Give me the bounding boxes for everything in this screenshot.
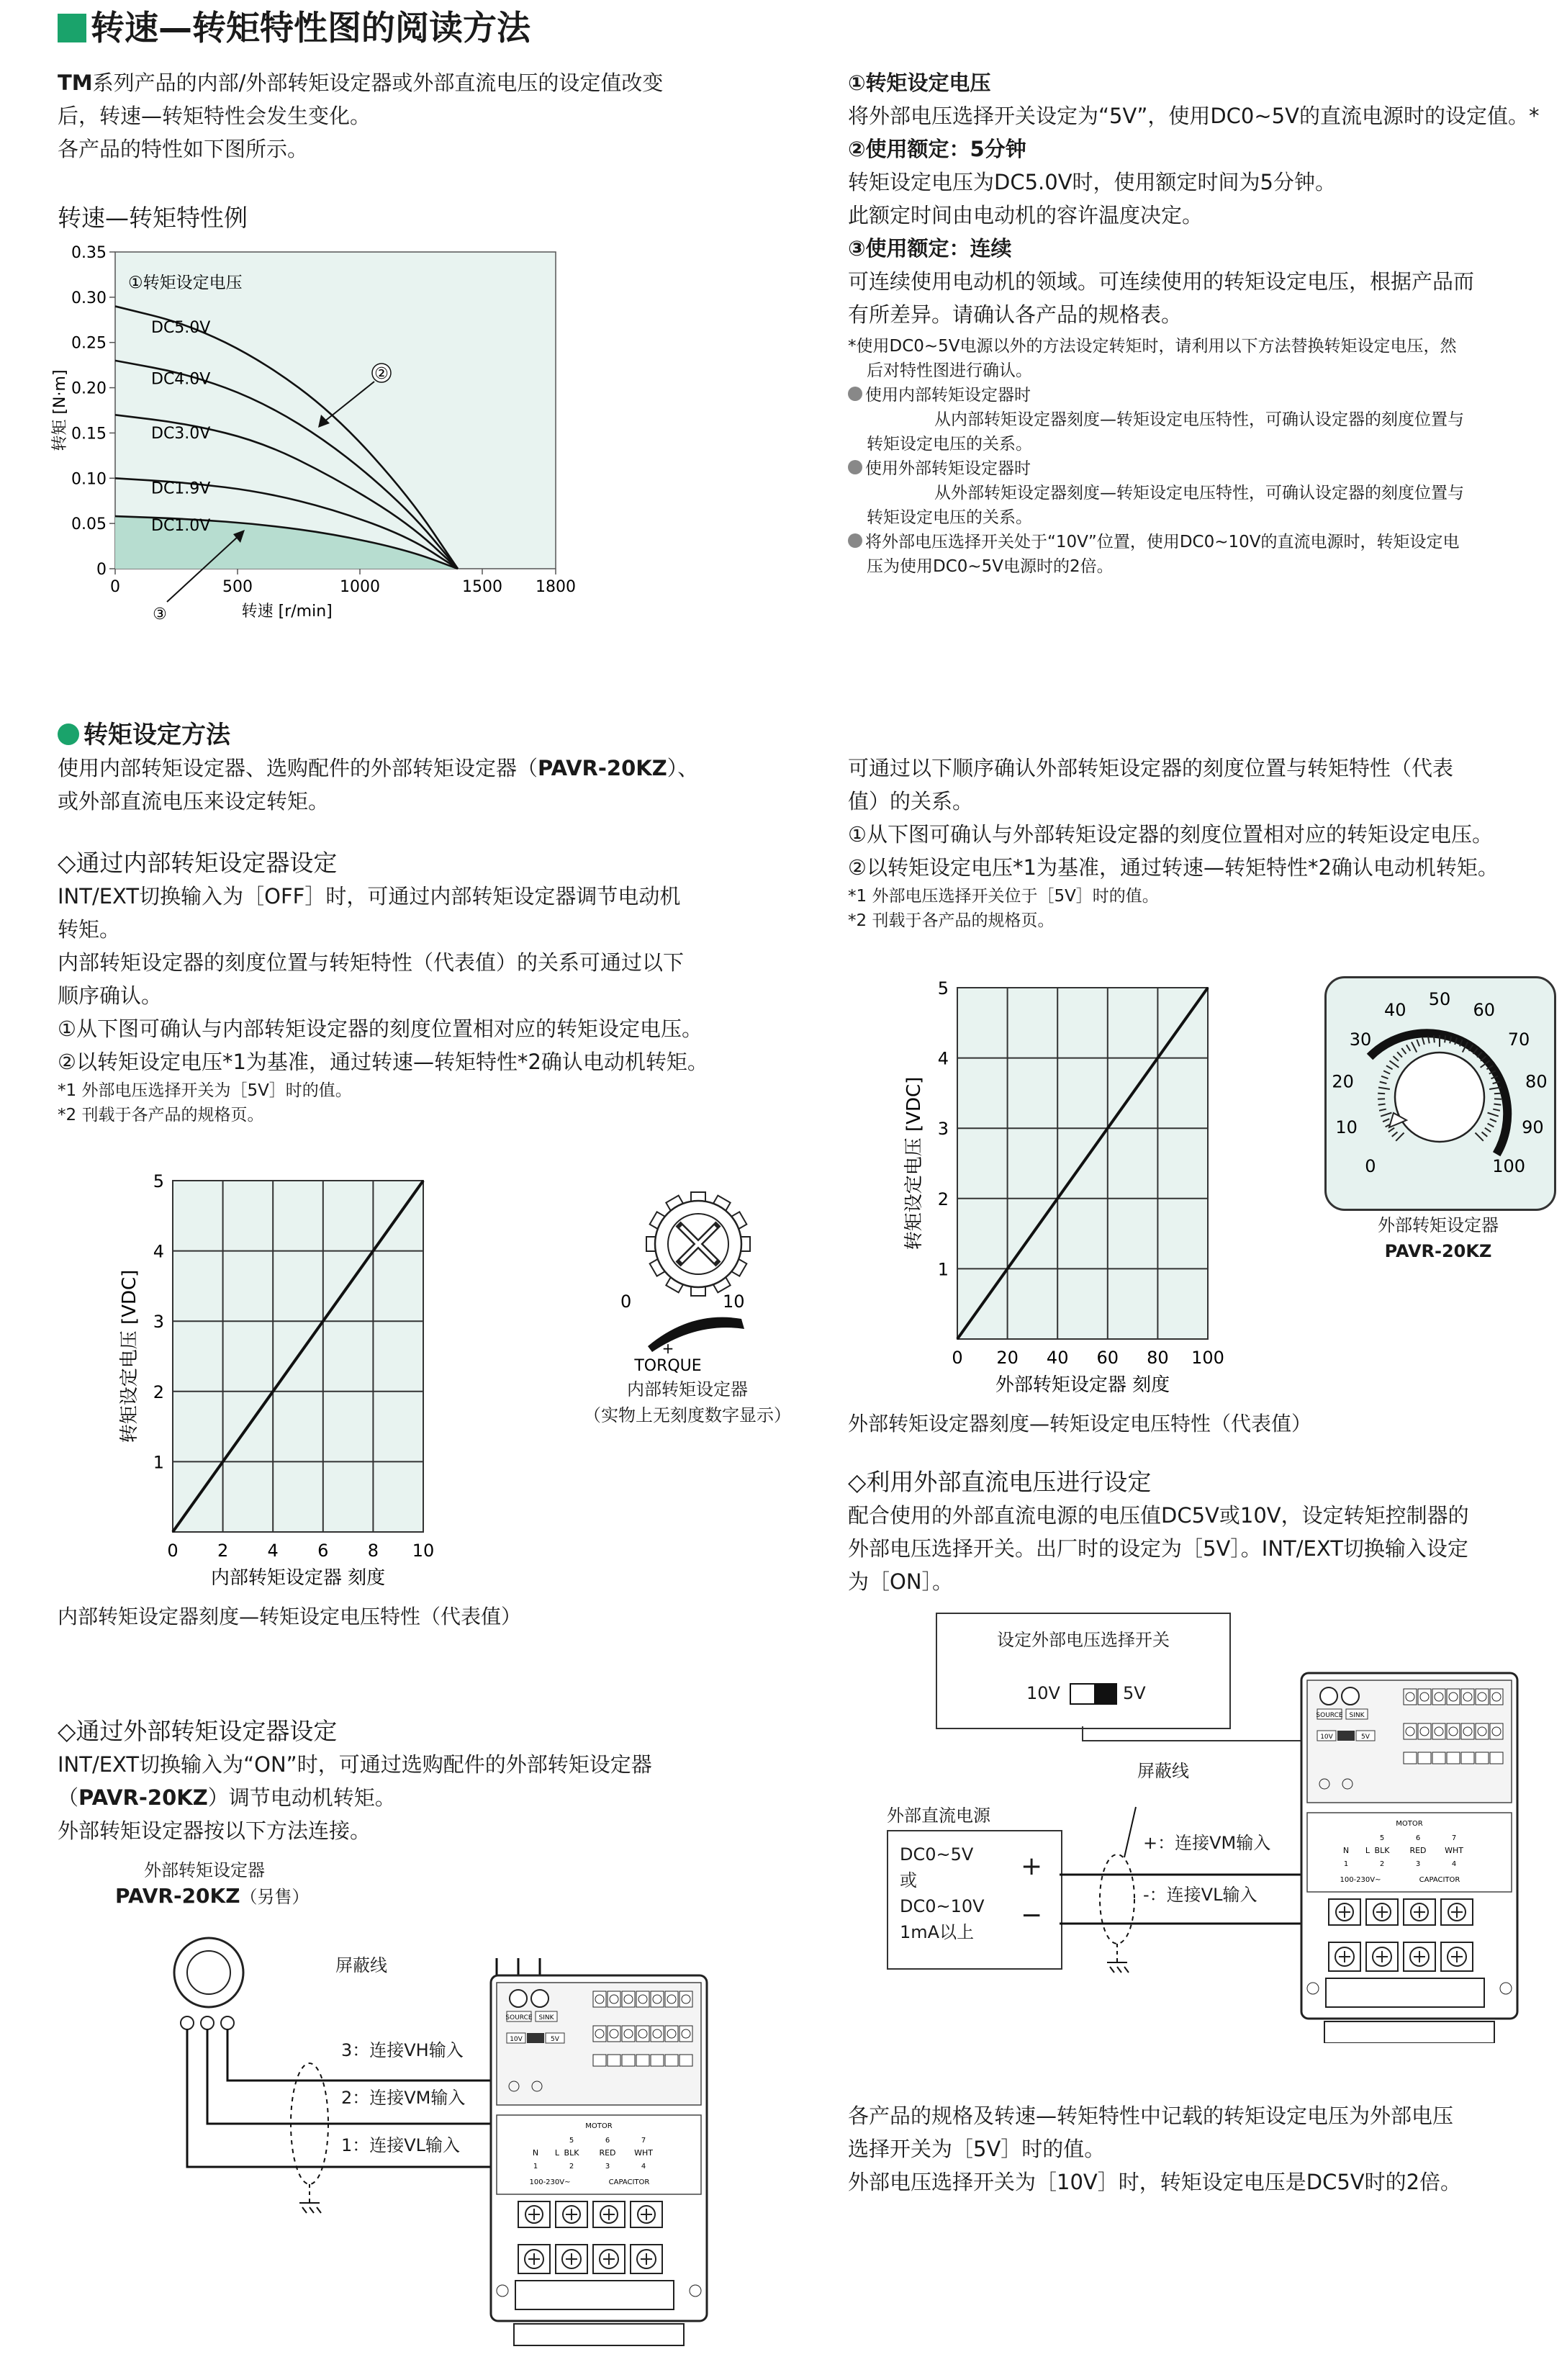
switch-5v-label: 5V <box>1123 1683 1146 1703</box>
bottom-notes <box>848 2099 1461 2199</box>
external-pot-text: （ <box>58 1785 79 1810</box>
note-line <box>848 481 1561 505</box>
psu-line: 或 <box>900 1870 917 1890</box>
note-line <box>848 505 1561 530</box>
x-axis-label: 内部转矩设定器 刻度 <box>210 1567 386 1589</box>
x-tick-label: 60 <box>1096 1348 1119 1368</box>
dial-tick <box>1494 1104 1501 1105</box>
dial-caption-line: 外部转矩设定器 <box>1378 1215 1499 1235</box>
terminal-label-box <box>608 2055 620 2066</box>
right-top-line: 此额定时间由电动机的容许温度决定。 <box>848 203 1204 227</box>
dial-tick <box>1386 1065 1393 1069</box>
note-text: 将外部电压选择开关处于“10V”位置，使用DC0~10V的直流电源时，转矩设定电 <box>865 533 1460 551</box>
dial-tick <box>1379 1109 1386 1111</box>
terminal-cover <box>515 2281 674 2309</box>
wire-color-label: WHT <box>634 2148 653 2158</box>
wire-color-label: RED <box>1409 1846 1427 1855</box>
curve-label: DC4.0V <box>151 370 211 389</box>
bullet-dot-icon <box>848 533 862 548</box>
dial-label: 0 <box>1365 1156 1376 1177</box>
right-top-line: 有所差异。请确认各产品的规格表。 <box>848 302 1183 327</box>
plus-label: + <box>661 1340 674 1357</box>
capacitor-label: CAPACITOR <box>1419 1876 1460 1884</box>
note-line <box>848 334 1561 359</box>
note-text: 转矩设定电压的关系。 <box>867 435 1032 454</box>
y-tick-label: 3 <box>153 1312 164 1333</box>
note-line <box>848 383 1561 407</box>
x-axis-label: 转速 [r/min] <box>241 603 333 621</box>
shield-label: 屏蔽线 <box>1137 1761 1189 1781</box>
note-line <box>848 554 1561 579</box>
green-square-icon <box>58 14 86 42</box>
x-tick-label: 1800 <box>536 578 576 596</box>
x-tick-label: 6 <box>317 1541 329 1561</box>
x-tick-label: 2 <box>217 1541 229 1561</box>
right-top-line: 将外部电压选择开关设定为“5V”，使用DC0~5V的直流电源时的设定值。* <box>848 104 1540 128</box>
terminal-label-box <box>636 2055 649 2066</box>
knob-max-label: 10 <box>723 1292 745 1312</box>
ground-icon <box>317 2207 321 2213</box>
y-tick-label: 0.05 <box>71 515 107 534</box>
curve-label: DC1.0V <box>151 517 211 536</box>
internal-section <box>58 847 708 1127</box>
dial-label: 60 <box>1473 999 1496 1020</box>
footnote: *1 外部电压选择开关位于［5V］时的值。 <box>848 887 1159 906</box>
right-top-line: ②使用额定：5分钟 <box>848 137 1026 161</box>
x-axis-label: 外部转矩设定器 刻度 <box>995 1374 1170 1396</box>
dial-tick <box>1380 1082 1387 1083</box>
pot-pin <box>221 2016 234 2029</box>
dial-label: 100 <box>1492 1156 1526 1177</box>
source-label: SOURCE <box>1316 1712 1343 1719</box>
external-dc-line: 配合使用的外部直流电源的电压值DC5V或10V，设定转矩控制器的 <box>848 1503 1469 1528</box>
external-scale-chart <box>900 973 1245 1405</box>
vh-connection-label: 3：连接VH输入 <box>338 2037 466 2063</box>
model-name: PAVR-20KZ <box>538 756 667 780</box>
x-tick-label: 8 <box>367 1541 379 1561</box>
terminal-number: 6 <box>605 2137 610 2145</box>
source-label: SOURCE <box>505 2014 533 2021</box>
x-tick-label: 0 <box>110 578 120 596</box>
note-text: 压为使用DC0~5V电源时的2倍。 <box>867 557 1114 576</box>
ground-icon <box>310 2207 314 2213</box>
bullet-dot-icon <box>848 460 862 474</box>
terminal-cover <box>1326 1978 1484 2007</box>
dial-label: 70 <box>1507 1029 1530 1050</box>
bottom-line: 外部电压选择开关为［10V］时，转矩设定电压是DC5V时的2倍。 <box>848 2170 1462 2194</box>
pot-sold-separately: （另售） <box>240 1887 310 1907</box>
dial-tick <box>1475 1132 1483 1140</box>
green-dot-icon <box>58 724 79 745</box>
ground-icon <box>1117 1967 1121 1973</box>
note-text: 后对特性图进行确认。 <box>867 361 1032 380</box>
internal-heading: ◇通过内部转矩设定器设定 <box>58 849 338 877</box>
right-top-line: ①转矩设定电压 <box>848 71 991 95</box>
dial-tick <box>1388 1128 1394 1132</box>
internal-line: 内部转矩设定器的刻度位置与转矩特性（代表值）的关系可通过以下 <box>58 950 685 975</box>
terminal-label-box <box>1447 1752 1460 1764</box>
terminal-label-box <box>1461 1752 1474 1764</box>
x-tick-label: 500 <box>222 578 253 596</box>
controller-bottom-tab <box>1324 2021 1494 2043</box>
psu-title: 外部直流电源 <box>887 1806 990 1826</box>
y-tick-label: 2 <box>153 1381 164 1402</box>
capacitor-label: CAPACITOR <box>608 2178 650 2186</box>
method-section <box>58 718 698 818</box>
curve-label: DC5.0V <box>151 318 211 337</box>
method-text: 或外部直流电压来设定转矩。 <box>58 789 330 813</box>
intro-line: 系列产品的内部/外部转矩设定器或外部直流电压的设定值改变 <box>92 71 664 95</box>
dial-tick <box>1485 1128 1491 1132</box>
ac-label: 100-230V~ <box>1340 1876 1381 1884</box>
terminal-number: 3 <box>605 2163 610 2171</box>
controller-right <box>1296 1669 1533 2043</box>
external-pot-heading: ◇通过外部转矩设定器设定 <box>58 1717 338 1745</box>
dial-tick <box>1383 1070 1390 1073</box>
method-text: 使用内部转矩设定器、选购配件的外部转矩设定器（ <box>58 756 538 780</box>
dial-label: 10 <box>1335 1117 1358 1138</box>
right-top-line: ③使用额定：连续 <box>848 236 1012 261</box>
terminal-label-box <box>1476 1752 1489 1764</box>
legend-label: ①转矩设定电压 <box>128 274 243 292</box>
x-tick-label: 1000 <box>340 578 380 596</box>
note-line <box>848 456 1561 481</box>
terminal-label-box <box>593 2055 606 2066</box>
sink-label: SINK <box>538 2014 554 2021</box>
note-line <box>848 530 1561 554</box>
footnote: *1 外部电压选择开关为［5V］时的值。 <box>58 1081 352 1100</box>
dial-label: 80 <box>1525 1071 1548 1092</box>
x-tick-label: 20 <box>996 1348 1019 1368</box>
psu-line: DC0~10V <box>900 1896 985 1916</box>
dial-label: 30 <box>1349 1029 1372 1050</box>
external-dc-line: 外部电压选择开关。出厂时的设定为［5V］。INT/EXT切换输入设定 <box>848 1536 1468 1561</box>
marker-2-label: ② <box>374 365 389 383</box>
ground-icon <box>1110 1967 1114 1973</box>
terminal-label-box <box>1404 1752 1417 1764</box>
x-tick-label: 0 <box>167 1541 179 1561</box>
knob-caption-line: （实物上无刻度数字显示） <box>584 1405 791 1425</box>
brand-name: TM <box>58 71 93 95</box>
wire-color-label: BLK <box>1374 1846 1390 1855</box>
external-pot-text: ）调节电动机转矩。 <box>207 1785 396 1810</box>
5v-label: 5V <box>551 2036 559 2043</box>
internal-knob-caption <box>554 1376 821 1428</box>
y-tick-label: 2 <box>937 1189 949 1209</box>
dial-tick <box>1417 1040 1419 1046</box>
vm-connection-label: 2：连接VM输入 <box>338 2085 468 2111</box>
5v-label: 5V <box>1361 1734 1370 1741</box>
right-top-block <box>848 66 1561 579</box>
pot-knob <box>187 1951 230 1994</box>
right-top-line: 可连续使用电动机的领域。可连续使用的转矩设定电压，根据产品而 <box>848 269 1475 294</box>
dc-power-supply <box>887 1830 1062 1970</box>
controller-left <box>485 1971 723 2374</box>
power-label: L <box>1365 1846 1370 1855</box>
knob-caption-line: 内部转矩设定器 <box>627 1379 748 1399</box>
right-mid-line: 值）的关系。 <box>848 789 974 813</box>
controller-bottom-tab <box>514 2324 684 2345</box>
bottom-line: 选择开关为［5V］时的值。 <box>848 2137 1106 2161</box>
bottom-line: 各产品的规格及转速—转矩特性中记载的转矩设定电压为外部电压 <box>848 2104 1454 2128</box>
rotary-switch <box>1342 1687 1359 1705</box>
terminal-number: 1 <box>533 2163 538 2171</box>
internal-scale-chart <box>115 1166 461 1598</box>
dip-switch <box>1337 1731 1355 1741</box>
note-line <box>848 432 1561 456</box>
x-tick-label: 0 <box>952 1348 963 1368</box>
x-tick-label: 40 <box>1046 1348 1069 1368</box>
dial-tick <box>1392 1132 1398 1136</box>
external-dial <box>1329 983 1548 1199</box>
right-mid-block <box>848 752 1499 933</box>
wire-color-label: BLK <box>564 2148 579 2158</box>
dial-caption-model: PAVR-20KZ <box>1384 1241 1492 1261</box>
y-axis-label: 转矩 [N·m] <box>51 369 69 451</box>
internal-line: ①从下图可确认与内部转矩设定器的刻度位置相对应的转矩设定电压。 <box>58 1017 703 1041</box>
terminal-number: 4 <box>1451 1860 1457 1868</box>
y-tick-label: 5 <box>937 978 949 999</box>
x-tick-label: 1500 <box>462 578 502 596</box>
external-pot-section <box>58 1715 652 1847</box>
rotary-switch <box>1320 1687 1337 1705</box>
dip-switch <box>527 2033 544 2043</box>
vm-connection-label: +：连接VM输入 <box>1140 1830 1273 1856</box>
x-tick-label: 10 <box>412 1541 435 1561</box>
dial-tick <box>1434 1035 1435 1042</box>
bullet-dot-icon <box>848 387 862 401</box>
dial-knob <box>1395 1052 1484 1142</box>
psu-line: 1mA以上 <box>900 1922 975 1942</box>
wire-color-label: WHT <box>1445 1846 1463 1855</box>
ground-icon <box>302 2207 307 2213</box>
y-tick-label: 4 <box>153 1241 164 1262</box>
terminal-number: 3 <box>1415 1860 1421 1868</box>
y-axis-label: 转矩设定电压 [VDC] <box>119 1269 140 1443</box>
sink-label: SINK <box>1349 1712 1365 1719</box>
terminal-number: 1 <box>1343 1860 1349 1868</box>
y-tick-label: 1 <box>153 1452 164 1473</box>
note-text: 使用外部转矩设定器时 <box>865 459 1031 478</box>
right-mid-line: ①从下图可确认与外部转矩设定器的刻度位置相对应的转矩设定电压。 <box>848 822 1493 847</box>
terminal-number: 2 <box>1379 1860 1385 1868</box>
terminal-number: 5 <box>569 2137 574 2145</box>
dial-label: 20 <box>1332 1071 1354 1092</box>
note-text: 转矩设定电压的关系。 <box>867 508 1032 527</box>
vl-connection-label: 1：连接VL输入 <box>338 2132 463 2158</box>
psu-line: DC0~5V <box>900 1844 974 1865</box>
shield-label: 屏蔽线 <box>335 1955 387 1975</box>
10v-label: 10V <box>510 2036 523 2043</box>
y-axis-label: 转矩设定电压 [VDC] <box>903 1076 925 1250</box>
wire-color-label: RED <box>599 2148 616 2158</box>
dial-label: 50 <box>1428 989 1451 1009</box>
terminal-label-box <box>622 2055 635 2066</box>
terminal-number: 6 <box>1415 1834 1421 1842</box>
pot-pin <box>201 2016 214 2029</box>
motor-label: MOTOR <box>1396 1820 1423 1828</box>
internal-chart-caption: 内部转矩设定器刻度—转矩设定电压特性（代表值） <box>58 1605 522 1628</box>
ac-label: 100-230V~ <box>529 2178 571 2186</box>
y-tick-label: 0.35 <box>71 244 107 262</box>
external-dc-line: 为［ON］。 <box>848 1569 954 1594</box>
note-line <box>848 407 1561 432</box>
dial-tick <box>1482 1132 1488 1136</box>
dial-tick <box>1412 1042 1417 1052</box>
note-text: 从内部转矩设定器刻度—转矩设定电压特性，可确认设定器的刻度位置与 <box>934 410 1464 429</box>
terminal-label-box <box>679 2055 692 2066</box>
dial-tick <box>1493 1109 1500 1111</box>
speed-torque-chart <box>43 238 590 626</box>
power-label: N <box>1342 1846 1350 1855</box>
dial-tick <box>1488 1113 1499 1117</box>
dial-tick <box>1406 1045 1410 1050</box>
footnote: *2 刊载于各产品的规格页。 <box>848 911 1055 930</box>
10v-label: 10V <box>1320 1734 1333 1741</box>
terminal-label-box <box>1432 1752 1445 1764</box>
terminal-number: 7 <box>1451 1834 1457 1842</box>
dial-tick <box>1393 1056 1399 1061</box>
pot-title: 外部转矩设定器 <box>144 1860 265 1880</box>
dial-tick <box>1397 1052 1402 1057</box>
method-text: ）、 <box>667 756 699 780</box>
power-label: L <box>554 2148 560 2158</box>
terminal-number: 5 <box>1379 1834 1385 1842</box>
motor-label: MOTOR <box>585 2122 613 2130</box>
note-text: 使用内部转矩设定器时 <box>865 386 1031 405</box>
terminal-label-box <box>651 2055 664 2066</box>
y-tick-label: 0.10 <box>71 470 107 489</box>
intro-line: 各产品的特性如下图所示。 <box>58 137 309 161</box>
x-tick-label: 4 <box>267 1541 279 1561</box>
terminal-number: 7 <box>641 2137 646 2145</box>
x-tick-label: 100 <box>1191 1348 1224 1368</box>
y-tick-label: 0.30 <box>71 289 107 307</box>
dial-tick <box>1490 1119 1496 1122</box>
pot-model: PAVR-20KZ <box>115 1884 240 1908</box>
footnote: *2 刊载于各产品的规格页。 <box>58 1106 264 1124</box>
dial-tick <box>1378 1088 1390 1090</box>
model-name: PAVR-20KZ <box>78 1785 208 1810</box>
chart1-heading: 转速—转矩特性例 <box>58 204 248 232</box>
shield-pointer <box>1124 1807 1136 1857</box>
note-text: *使用DC0~5V电源以外的方法设定转矩时，请利用以下方法替换转矩设定电压，然 <box>848 337 1457 356</box>
y-tick-label: 4 <box>937 1048 949 1069</box>
page-title <box>58 7 530 50</box>
y-tick-label: 0 <box>96 561 107 579</box>
dial-tick <box>1401 1048 1406 1054</box>
internal-line: ②以转矩设定电压*1为基准，通过转速—转矩特性*2确认电动机转矩。 <box>58 1050 708 1074</box>
y-tick-label: 0.25 <box>71 334 107 353</box>
rotary-switch <box>531 1990 548 2007</box>
external-pot-line: INT/EXT切换输入为“ON”时，可通过选购配件的外部转矩设定器 <box>58 1752 652 1777</box>
minus-terminal: − <box>1021 1901 1043 1930</box>
right-mid-line: ②以转矩设定电压*1为基准，通过转速—转矩特性*2确认电动机转矩。 <box>848 855 1499 880</box>
knob-min-label: 0 <box>620 1292 632 1312</box>
power-label: N <box>532 2148 539 2158</box>
terminal-label-box <box>665 2055 678 2066</box>
internal-line: 转矩。 <box>58 917 121 942</box>
dial-tick <box>1488 1124 1494 1127</box>
external-dial-caption <box>1324 1212 1552 1264</box>
external-pot-line: 外部转矩设定器按以下方法连接。 <box>58 1818 371 1843</box>
external-chart-caption: 外部转矩设定器刻度—转矩设定电压特性（代表值） <box>848 1412 1312 1435</box>
y-tick-label: 0.15 <box>71 425 107 443</box>
y-tick-label: 0.20 <box>71 379 107 398</box>
note-text: 从外部转矩设定器刻度—转矩设定电压特性，可确认设定器的刻度位置与 <box>934 484 1464 502</box>
dial-tick <box>1378 1104 1386 1105</box>
curve-label: DC1.9V <box>151 479 211 498</box>
pot-pin <box>181 2016 194 2029</box>
vl-connection-label: -：连接VL输入 <box>1140 1882 1260 1908</box>
marker-3-label: ③ <box>153 605 167 623</box>
method-heading: 转矩设定方法 <box>83 721 230 749</box>
internal-line: 顺序确认。 <box>58 983 163 1008</box>
dial-tick <box>1396 1132 1404 1140</box>
ground-icon <box>1124 1967 1129 1973</box>
curve-label: DC3.0V <box>151 424 211 443</box>
dial-tick <box>1389 1060 1399 1067</box>
right-top-line: 转矩设定电压为DC5.0V时，使用额定时间为5分钟。 <box>848 170 1336 194</box>
external-dc-section <box>848 1466 1469 1598</box>
rotary-switch <box>510 1990 527 2007</box>
dial-tick <box>1383 1119 1389 1122</box>
torque-label: TORQUE <box>634 1357 702 1375</box>
x-tick-label: 80 <box>1147 1348 1169 1368</box>
terminal-label-box <box>1490 1752 1503 1764</box>
shield-ellipse <box>1100 1854 1134 1944</box>
dial-label: 90 <box>1522 1117 1544 1138</box>
intro-line: 后，转速—转矩特性会发生变化。 <box>58 104 371 128</box>
dial-tick <box>1381 1076 1388 1078</box>
right-mid-line: 可通过以下顺序确认外部转矩设定器的刻度位置与转矩特性（代表 <box>848 756 1454 780</box>
dial-tick <box>1381 1113 1391 1117</box>
internal-knob <box>605 1166 821 1375</box>
internal-line: INT/EXT切换输入为［OFF］时，可通过内部转矩设定器调节电动机 <box>58 884 681 909</box>
dial-tick <box>1422 1037 1424 1045</box>
note-line <box>848 359 1561 383</box>
dial-label: 40 <box>1383 999 1406 1020</box>
y-tick-label: 3 <box>937 1119 949 1140</box>
y-tick-label: 5 <box>153 1171 164 1191</box>
plus-terminal: + <box>1021 1852 1043 1881</box>
switch-title: 设定外部电压选择开关 <box>997 1630 1170 1650</box>
switch-10v-label: 10V <box>1026 1683 1060 1703</box>
terminal-number: 4 <box>641 2163 646 2171</box>
y-tick-label: 1 <box>937 1259 949 1280</box>
terminal-number: 2 <box>569 2163 574 2171</box>
external-dc-heading: ◇利用外部直流电压进行设定 <box>848 1468 1152 1496</box>
page-title-text: 转速—转矩特性图的阅读方法 <box>91 9 530 48</box>
terminal-label-box <box>1418 1752 1431 1764</box>
intro <box>58 66 663 166</box>
